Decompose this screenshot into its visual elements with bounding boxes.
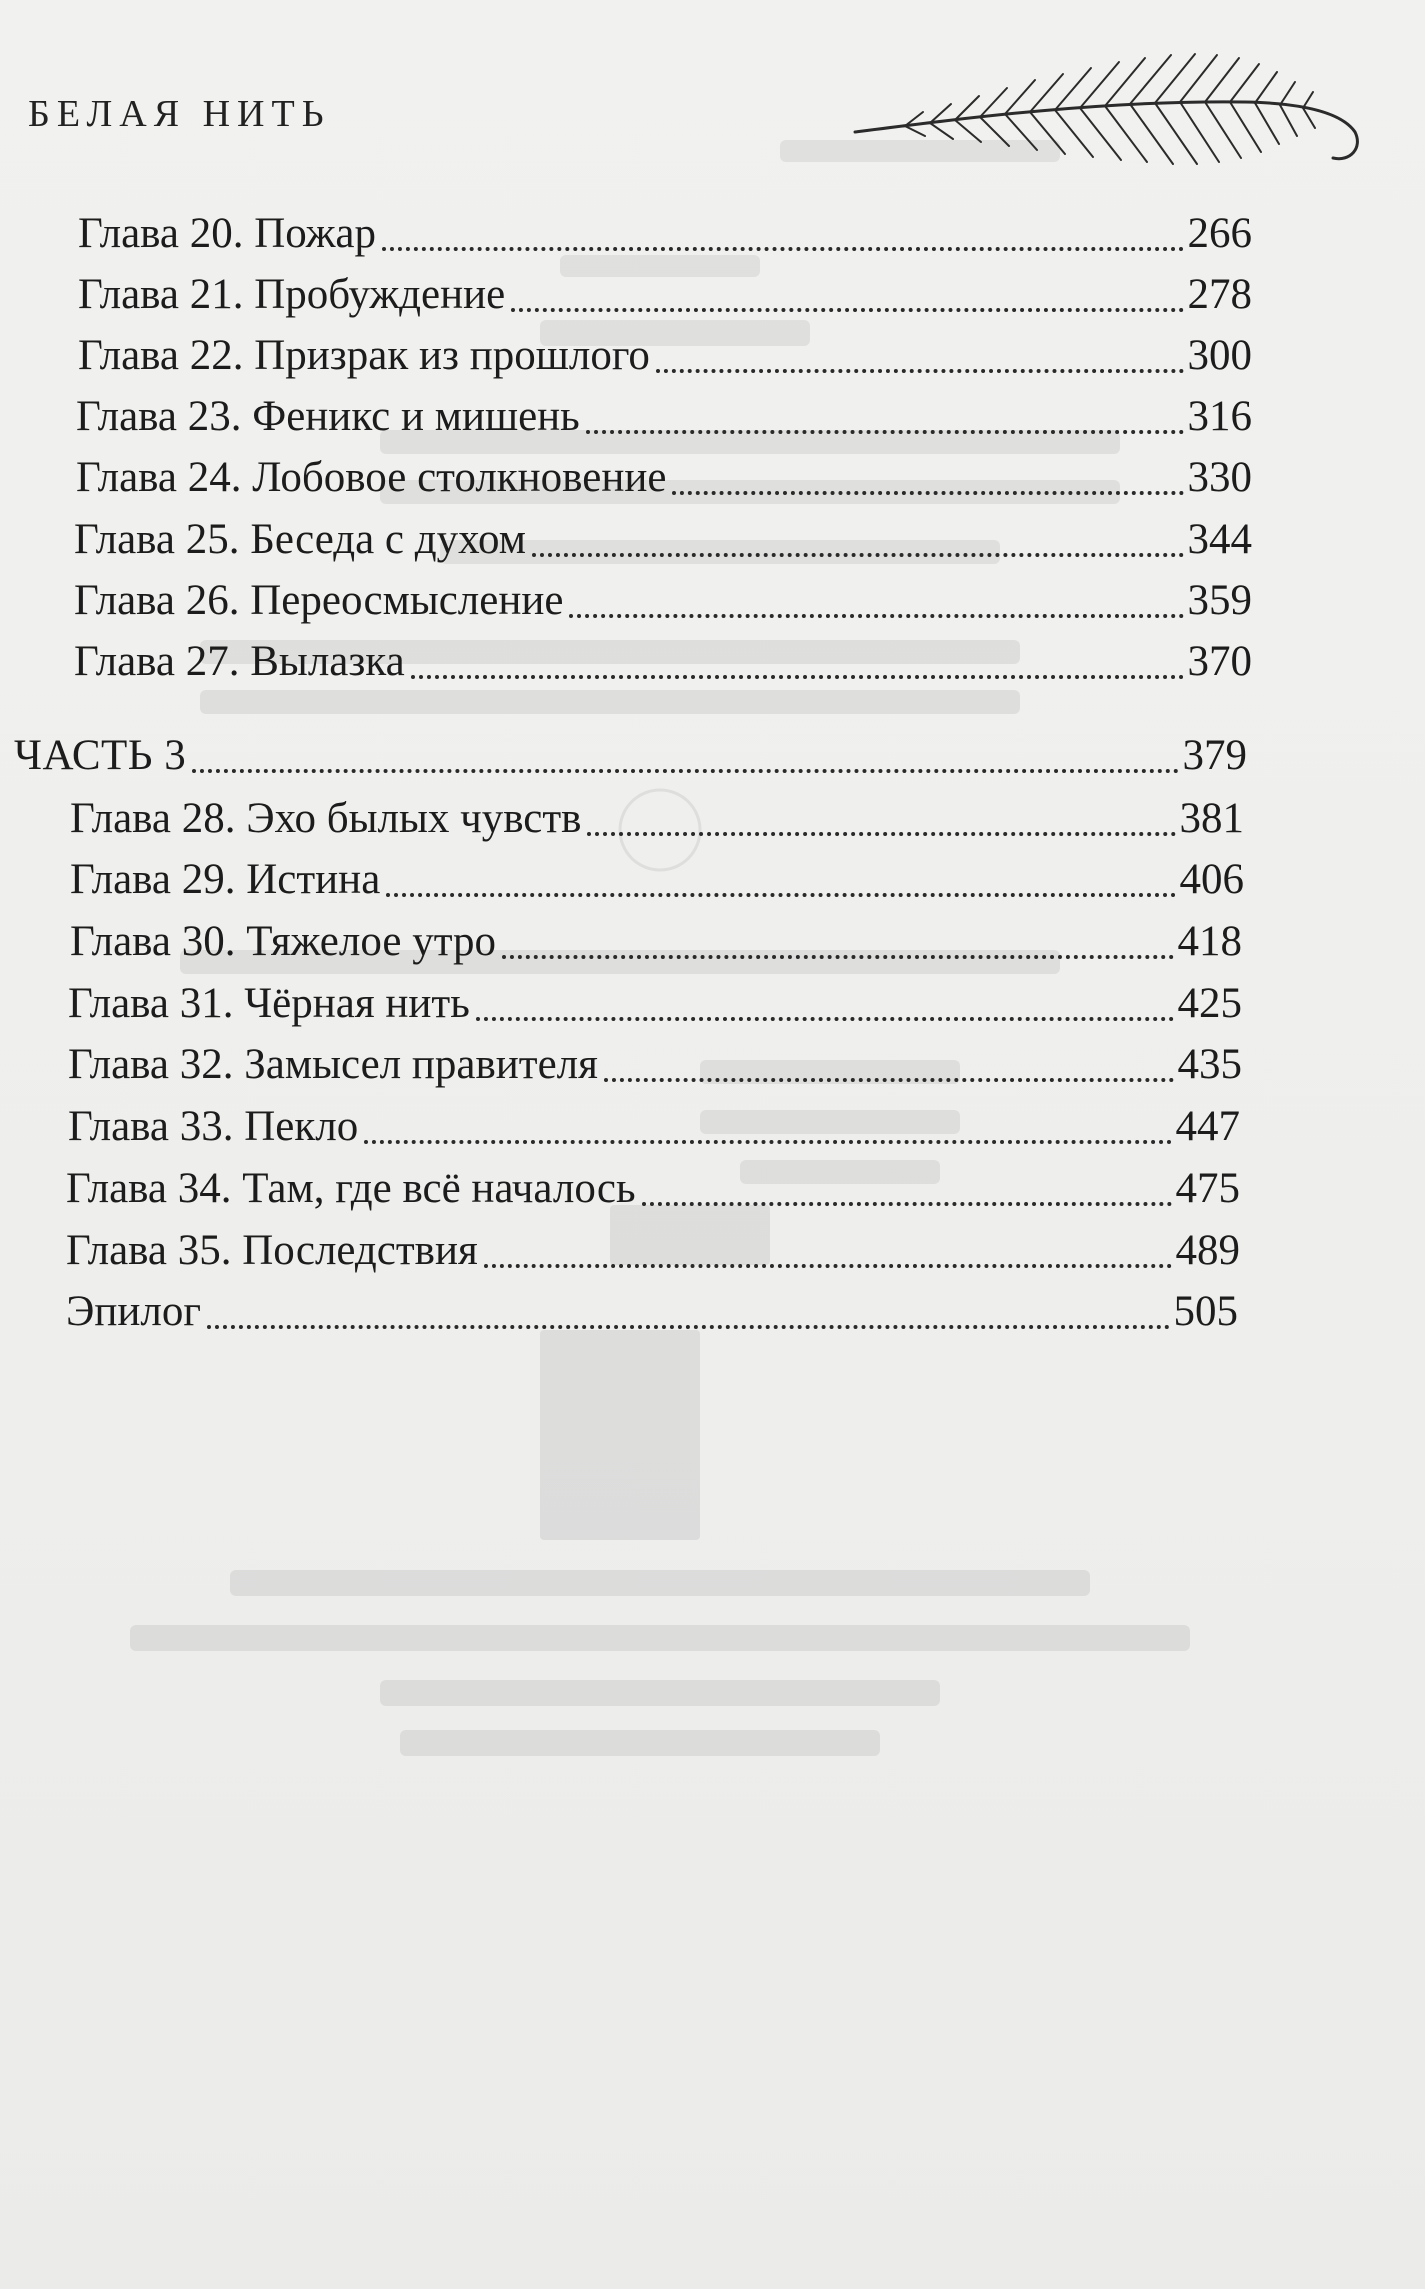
toc-leader-dots [672, 491, 1183, 495]
toc-entry-title: Глава 22. Призрак из прошлого [78, 332, 650, 379]
toc-entry-page: 359 [1187, 577, 1252, 624]
toc-entry-page: 266 [1187, 210, 1252, 257]
toc-entry-title: Глава 32. Замысел правителя [68, 1041, 598, 1088]
toc-leader-dots [656, 369, 1184, 373]
toc-entry [68, 1043, 1242, 1086]
toc-leader-dots [642, 1202, 1172, 1206]
toc-entry-page: 370 [1187, 638, 1252, 685]
toc-entry-page: 379 [1182, 732, 1247, 779]
toc-entry-page: 475 [1175, 1165, 1240, 1212]
toc-entry-page: 425 [1177, 980, 1242, 1027]
toc-entry [70, 797, 1244, 840]
toc-entry [66, 1229, 1240, 1272]
toc-entry [66, 1290, 1238, 1333]
toc-entry [78, 334, 1252, 377]
toc-leader-dots [382, 247, 1183, 251]
toc-leader-dots [207, 1325, 1169, 1329]
toc-entry-page: 316 [1187, 393, 1252, 440]
toc-entry-page: 418 [1177, 918, 1242, 965]
toc-leader-dots [476, 1017, 1174, 1021]
toc-entry-title: Глава 23. Феникс и мишень [76, 393, 580, 440]
toc-entry-title: Глава 31. Чёрная нить [68, 980, 470, 1027]
toc-leader-dots [587, 832, 1175, 836]
toc-entry [70, 920, 1242, 963]
toc-leader-dots [364, 1140, 1171, 1144]
toc-leader-dots [511, 308, 1183, 312]
toc-entry-page: 330 [1187, 454, 1252, 501]
toc-entry-title: Глава 35. Последствия [66, 1227, 478, 1274]
toc-leader-dots [586, 430, 1184, 434]
toc-entry-title: Глава 34. Там, где всё началось [66, 1165, 636, 1212]
toc-leader-dots [411, 675, 1184, 679]
toc-leader-dots [569, 614, 1183, 618]
toc-leader-dots [484, 1264, 1172, 1268]
toc-entry [76, 456, 1252, 499]
toc-entry-title: Глава 25. Беседа с духом [74, 516, 526, 563]
toc-entry-page: 381 [1179, 795, 1244, 842]
running-head: БЕЛАЯ НИТЬ [28, 93, 331, 135]
toc-leader-dots [502, 955, 1173, 959]
toc-entry-title: Глава 33. Пекло [68, 1103, 359, 1150]
feather-icon [845, 40, 1375, 200]
toc-entry [74, 518, 1252, 561]
toc-entry [66, 1167, 1240, 1210]
toc-leader-dots [192, 769, 1178, 773]
toc-entry [74, 640, 1252, 683]
toc-entry [78, 212, 1252, 255]
toc-leader-dots [386, 893, 1175, 897]
toc-entry-page: 505 [1173, 1288, 1238, 1335]
toc-entry [68, 1105, 1240, 1148]
toc-entry [70, 858, 1244, 901]
toc-entry-title: Эпилог [66, 1288, 202, 1335]
toc-entry [76, 395, 1252, 438]
toc-entry-page: 406 [1179, 856, 1244, 903]
toc-entry-page: 300 [1187, 332, 1252, 379]
toc-entry [78, 273, 1252, 316]
toc-entry-title: ЧАСТЬ 3 [14, 732, 187, 779]
toc-entry-title: Глава 20. Пожар [78, 210, 377, 257]
toc-entry-title: Глава 29. Истина [70, 856, 381, 903]
toc-entry-title: Глава 30. Тяжелое утро [70, 918, 497, 965]
toc-entry-page: 278 [1187, 271, 1252, 318]
toc-entry-title: Глава 27. Вылазка [74, 638, 405, 685]
toc-entry-title: Глава 21. Пробуждение [78, 271, 506, 318]
toc-entry-page: 489 [1175, 1227, 1240, 1274]
toc-leader-dots [532, 553, 1184, 557]
toc-entry-page: 447 [1175, 1103, 1240, 1150]
toc-leader-dots [604, 1078, 1174, 1082]
toc-entry-title: Глава 24. Лобовое столкновение [76, 454, 667, 501]
toc-entry [68, 982, 1242, 1025]
toc-entry [74, 579, 1252, 622]
toc-part-entry [14, 734, 1247, 777]
toc-entry-page: 344 [1187, 516, 1252, 563]
toc-entry-title: Глава 28. Эхо былых чувств [70, 795, 582, 842]
toc-entry-page: 435 [1177, 1041, 1242, 1088]
toc-entry-title: Глава 26. Переосмысление [74, 577, 564, 624]
